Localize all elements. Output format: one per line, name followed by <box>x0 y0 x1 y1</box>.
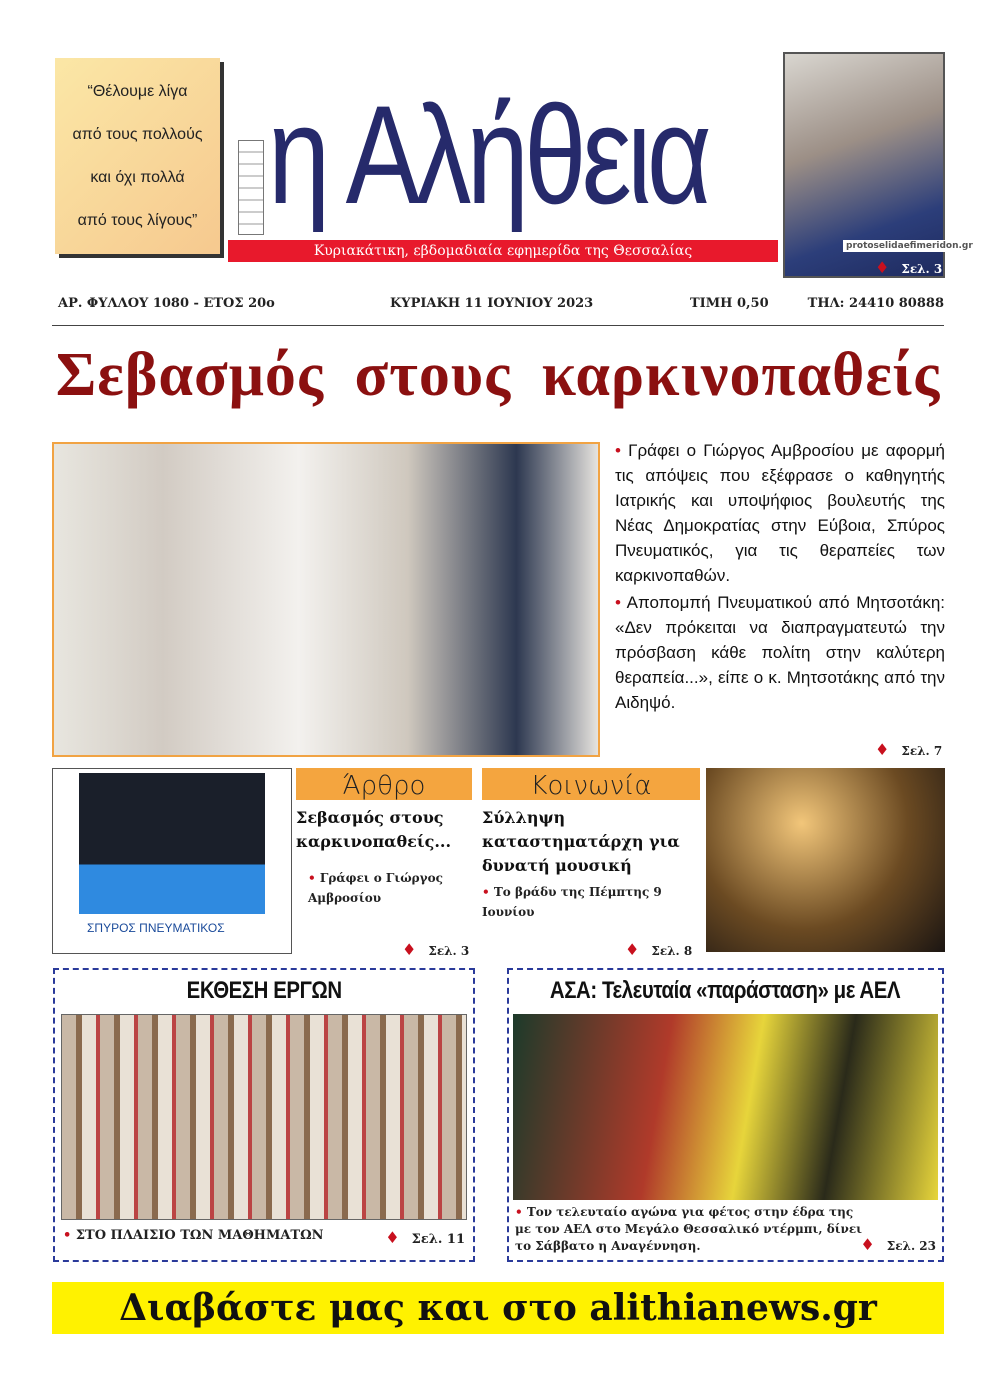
watermark: protoselidaefimeridon.gr <box>843 240 976 252</box>
article-byline: Γράφει ο Γιώργος Αμβροσίου <box>308 871 443 905</box>
society-sub: Το βράδυ της Πέμπτης 9 Ιουνίου <box>482 885 662 919</box>
sports-photo <box>513 1014 938 1200</box>
diamond-icon: ♦ <box>625 940 640 959</box>
society-column[interactable]: Κοινωνία Σύλληψη καταστηματάρχη για δυνατή μουσική • Το βράδυ της Πέμπτης 9 Ιουνίου <box>482 768 700 922</box>
motto-line: από τους λίγους” <box>77 211 198 229</box>
article-page-ref[interactable] <box>402 940 469 959</box>
phone: ΤΗΛ: 24410 80888 <box>807 296 944 311</box>
sports-box[interactable]: ΑΣΑ: Τελευταία «παράσταση» με ΑΕΛ • Τον τελευταίο αγώνα για φέτος στην έδρα της με τον ΑΕΛ στο Μεγάλο Θεσσαλικό ντέρμπι, δίνει το Σάββατο η Αναγέννηση. ♦ Σελ. 23 <box>507 968 944 1262</box>
website-banner[interactable]: Διαβάστε μας και στο alithianews.gr <box>52 1282 944 1334</box>
society-title[interactable]: Σύλληψη καταστηματάρχη για δυνατή μουσική <box>482 808 680 875</box>
campaign-ad <box>52 768 292 954</box>
newspaper-title: η Αλήθεια <box>268 76 707 233</box>
page-label: Σελ. 7 <box>901 744 943 758</box>
diamond-icon: ♦ <box>860 1235 875 1254</box>
ad-name: ΣΠΥΡΟΣ ΠΝΕΥΜΑΤΙΚΟΣ <box>87 921 225 935</box>
exhibit-box[interactable]: ΕΚΘΕΣΗ ΕΡΓΩΝ • ΣΤΟ ΠΛΑΙΣΙΟ ΤΩΝ ΜΑΘΗΜΑΤΩΝ ♦ Σελ. 11 <box>53 968 475 1262</box>
diamond-icon: ♦ <box>402 940 417 959</box>
lead-page-ref[interactable] <box>875 740 942 759</box>
article-title[interactable]: Σεβασμός στους καρκινοπαθείς... <box>296 808 452 851</box>
diamond-icon: ♦ <box>875 258 890 277</box>
motto-line: από τους πολλούς <box>72 125 203 143</box>
issue-number: ΑΡ. ΦΥΛΛΟΥ 1080 - ΕΤΟΣ 20ο <box>58 296 275 311</box>
page-label: Σελ. 8 <box>651 944 693 958</box>
exhibit-photo <box>61 1014 467 1220</box>
main-photo <box>52 442 600 757</box>
page-label: Σελ. 11 <box>411 1232 465 1247</box>
page-label: Σελ. 3 <box>901 262 943 276</box>
exhibit-caption: ΣΤΟ ΠΛΑΙΣΙΟ ΤΩΝ ΜΑΘΗΜΑΤΩΝ <box>75 1228 324 1243</box>
sports-caption: Τον τελευταίο αγώνα για φέτος στην έδρα της με τον ΑΕΛ στο Μεγάλο Θεσσαλικό ντέρμπι, δίνει το Σάββατο η Αναγέννηση. <box>515 1205 862 1253</box>
lead-paragraph: Γράφει ο Γιώργος Αμβροσίου με αφορμή τις απόψεις που εξέφρασε ο καθηγητής Ιατρικής και υποψήφιος βουλευτής της Νέας Δημοκρατίας στην Εύβοια, Σπύρος Πνευματικός, για τις θεραπείες των καρκινοπαθών. <box>615 441 945 585</box>
main-headline[interactable]: Σεβασμός στους καρκινοπαθείς <box>55 341 941 409</box>
diamond-icon: ♦ <box>385 1228 400 1247</box>
tagline: Κυριακάτικη, εβδομαδιαία εφημερίδα της Θεσσαλίας <box>228 240 778 262</box>
category-label: Άρθρο <box>296 768 472 800</box>
sports-title: ΑΣΑ: Τελευταία «παράσταση» με ΑΕΛ <box>550 977 901 1004</box>
page-label: Σελ. 23 <box>886 1239 936 1253</box>
masthead-emblem-icon <box>238 140 264 235</box>
motto-line: και όχι πολλά <box>90 168 185 186</box>
divider <box>52 325 944 326</box>
lead-text: • Γράφει ο Γιώργος Αμβροσίου με αφορμή τις απόψεις που εξέφρασε ο καθηγητής Ιατρικής και υποψήφιος βουλευτής της Νέας Δημοκρατίας στην Εύβοια, Σπύρος Πνευματικός, για τις θεραπείες των καρκινοπαθών. • Αποπομπή Πνευματικού από Μητσοτάκη: «Δεν πρόκειται να διαπραγματευτώ την πρόσβαση κάθε πολίτη στην καλύτερη θεραπεία...», είπε ο κ. Μητσοτάκης από την Αιδηψό. <box>615 441 945 712</box>
page-label: Σελ. 3 <box>428 944 470 958</box>
exhibit-title: ΕΚΘΕΣΗ ΕΡΓΩΝ <box>186 977 342 1004</box>
motto-line: “Θέλουμε λίγα <box>87 82 188 100</box>
society-page-ref[interactable] <box>625 940 692 959</box>
issue-date: ΚΥΡΙΑΚΗ 11 ΙΟΥΝΙΟΥ 2023 <box>390 296 594 311</box>
lead-paragraph: Αποπομπή Πνευματικού από Μητσοτάκη: «Δεν πρόκειται να διαπραγματευτώ την πρόσβαση κάθε πολίτη στην καλύτερη θεραπεία...», είπε ο κ. Μητσοτάκης από την Αιδηψό. <box>615 593 945 712</box>
portrait-page-ref[interactable] <box>875 258 942 277</box>
motto-box <box>55 58 220 254</box>
diamond-icon: ♦ <box>875 740 890 759</box>
category-label: Κοινωνία <box>482 768 700 800</box>
price: ΤΙΜΗ 0,50 <box>690 296 769 311</box>
article-column[interactable]: Άρθρο Σεβασμός στους καρκινοπαθείς... • Γράφει ο Γιώργος Αμβροσίου <box>296 768 472 908</box>
dj-photo <box>706 768 945 952</box>
